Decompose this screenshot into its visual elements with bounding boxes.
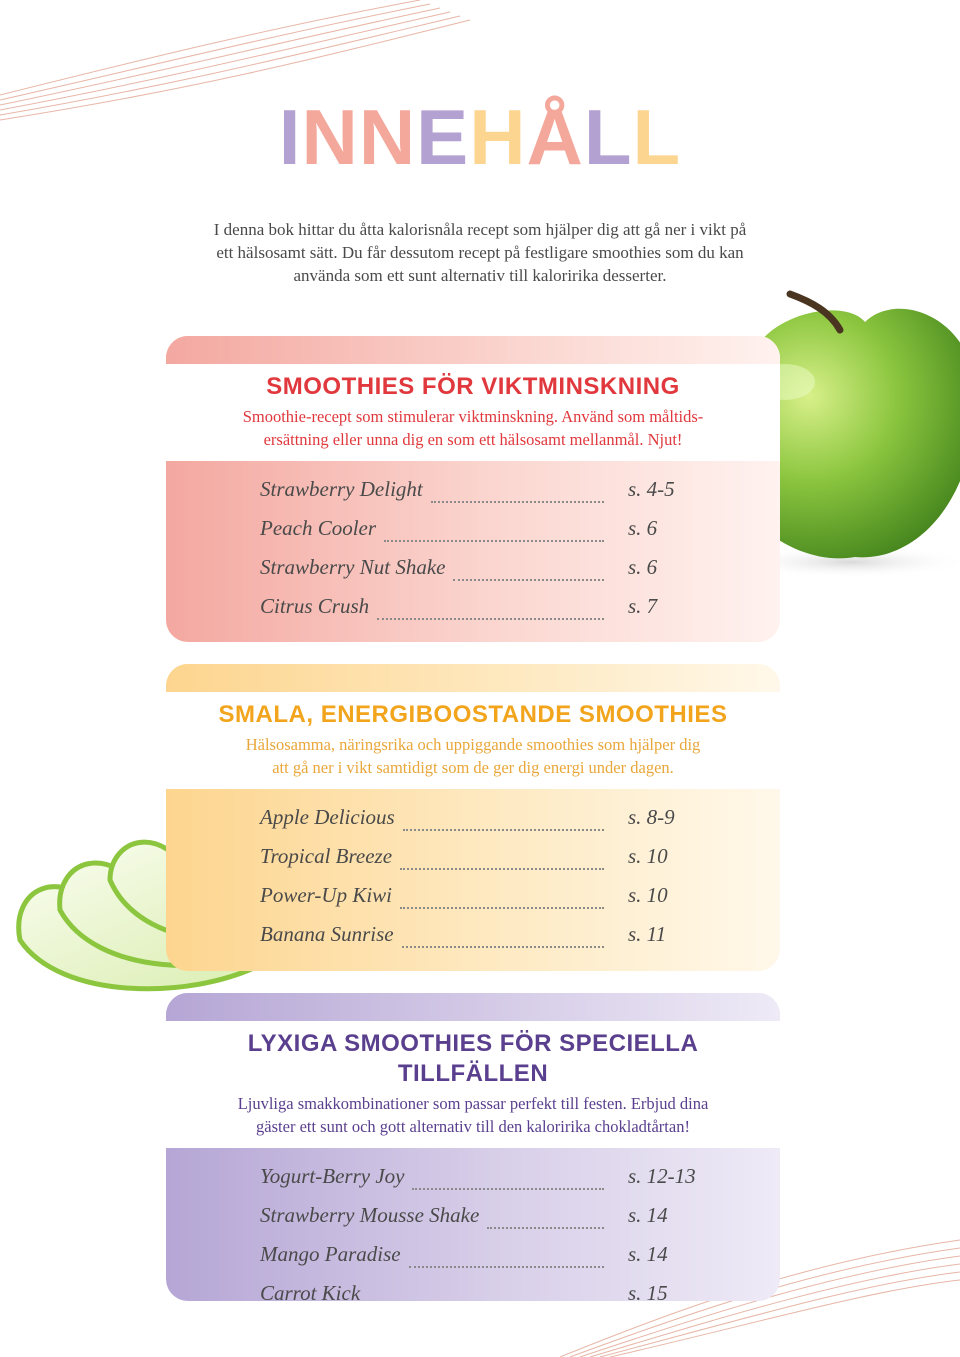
page-number: s. 4-5 xyxy=(628,477,675,501)
section-heading: SMOOTHIES FÖR VIKTMINSKNING xyxy=(266,373,680,400)
toc-entry[interactable] xyxy=(166,473,780,512)
recipe-name: Peach Cooler xyxy=(260,516,377,540)
section-description: Ljuvliga smakkombinationer som passar perfekt till festen. Erbjud dina gäster ett sunt och gott alternativ till den kaloririka chokladtårtan! xyxy=(237,1094,709,1136)
section-band xyxy=(166,336,780,364)
page-number: s. 14 xyxy=(628,1242,668,1266)
page-number: s. 8-9 xyxy=(628,805,675,829)
toc-entry[interactable] xyxy=(166,512,780,551)
recipe-name: Apple Delicious xyxy=(260,805,395,829)
recipe-name: Tropical Breeze xyxy=(260,844,393,868)
section-heading: LYXIGA SMOOTHIES FÖR SPECIELLA TILLFÄLLEN xyxy=(247,1030,699,1087)
recipe-name: Strawberry Mousse Shake xyxy=(260,1203,480,1227)
toc-entry[interactable] xyxy=(166,1199,780,1238)
recipe-name: Power-Up Kiwi xyxy=(260,883,392,907)
recipe-name: Strawberry Nut Shake xyxy=(260,555,446,579)
page-number: s. 14 xyxy=(628,1203,668,1227)
section-description: Hälsosamma, näringsrika och uppiggande smoothies som hjälper dig att gå ner i vikt samtidigt som de ger dig energi under dagen. xyxy=(245,735,701,777)
section-energy-boosting xyxy=(166,664,780,971)
section-header xyxy=(166,364,780,461)
page-number: s. 7 xyxy=(628,594,658,618)
toc-entry[interactable] xyxy=(166,879,780,918)
title-letter: N xyxy=(301,93,359,181)
section-description: Smoothie-recept som stimulerar viktminskning. Använd som måltids- ersättning eller unna dig en som ett hälsosamt mellanmål. Njut! xyxy=(242,407,704,449)
recipe-name: Carrot Kick xyxy=(260,1281,361,1301)
page-number: s. 12-13 xyxy=(628,1164,696,1188)
toc-entry[interactable] xyxy=(166,590,780,629)
toc-entry[interactable] xyxy=(166,1238,780,1277)
title-letter: H xyxy=(469,93,527,181)
title-letter: L xyxy=(632,93,682,181)
section-band xyxy=(166,664,780,692)
recipe-name: Strawberry Delight xyxy=(260,477,423,501)
recipe-name: Banana Sunrise xyxy=(260,922,394,946)
page-number: s. 10 xyxy=(628,883,668,907)
toc-entry[interactable] xyxy=(166,551,780,590)
recipe-list xyxy=(166,461,780,629)
section-header xyxy=(166,692,780,789)
toc-entry[interactable] xyxy=(166,1277,780,1301)
section-heading: SMALA, ENERGIBOOSTANDE SMOOTHIES xyxy=(218,701,728,728)
page-title xyxy=(0,92,960,182)
title-letter: E xyxy=(416,93,470,181)
title-letter: L xyxy=(583,93,633,181)
toc-entry[interactable] xyxy=(166,918,780,957)
page-number: s. 6 xyxy=(628,516,658,540)
recipe-list xyxy=(166,1148,780,1301)
toc-entry[interactable] xyxy=(166,801,780,840)
page-number: s. 6 xyxy=(628,555,658,579)
page-number: s. 15 xyxy=(628,1281,668,1301)
page-number: s. 11 xyxy=(628,922,667,946)
title-letter: I xyxy=(278,93,302,181)
page-number: s. 10 xyxy=(628,844,668,868)
title-letter: N xyxy=(358,93,417,181)
section-band xyxy=(166,993,780,1021)
recipe-list xyxy=(166,789,780,957)
recipe-name: Mango Paradise xyxy=(260,1242,401,1266)
section-weight-loss xyxy=(166,336,780,642)
section-header xyxy=(166,1021,780,1148)
recipe-name: Citrus Crush xyxy=(260,594,370,618)
recipe-name: Yogurt-Berry Joy xyxy=(260,1164,405,1188)
title-letter: Å xyxy=(526,93,584,181)
toc-entry[interactable] xyxy=(166,840,780,879)
toc-entry[interactable] xyxy=(166,1160,780,1199)
section-special-occasions xyxy=(166,993,780,1301)
intro-text: I denna bok hittar du åtta kalorisnåla recept som hjälper dig att gå ner i vikt på ett hälsosamt sätt. Du får dessutom recept på festligare smoothies som du kan använda som ett sunt alternativ till kaloririka desserter. xyxy=(213,220,747,285)
